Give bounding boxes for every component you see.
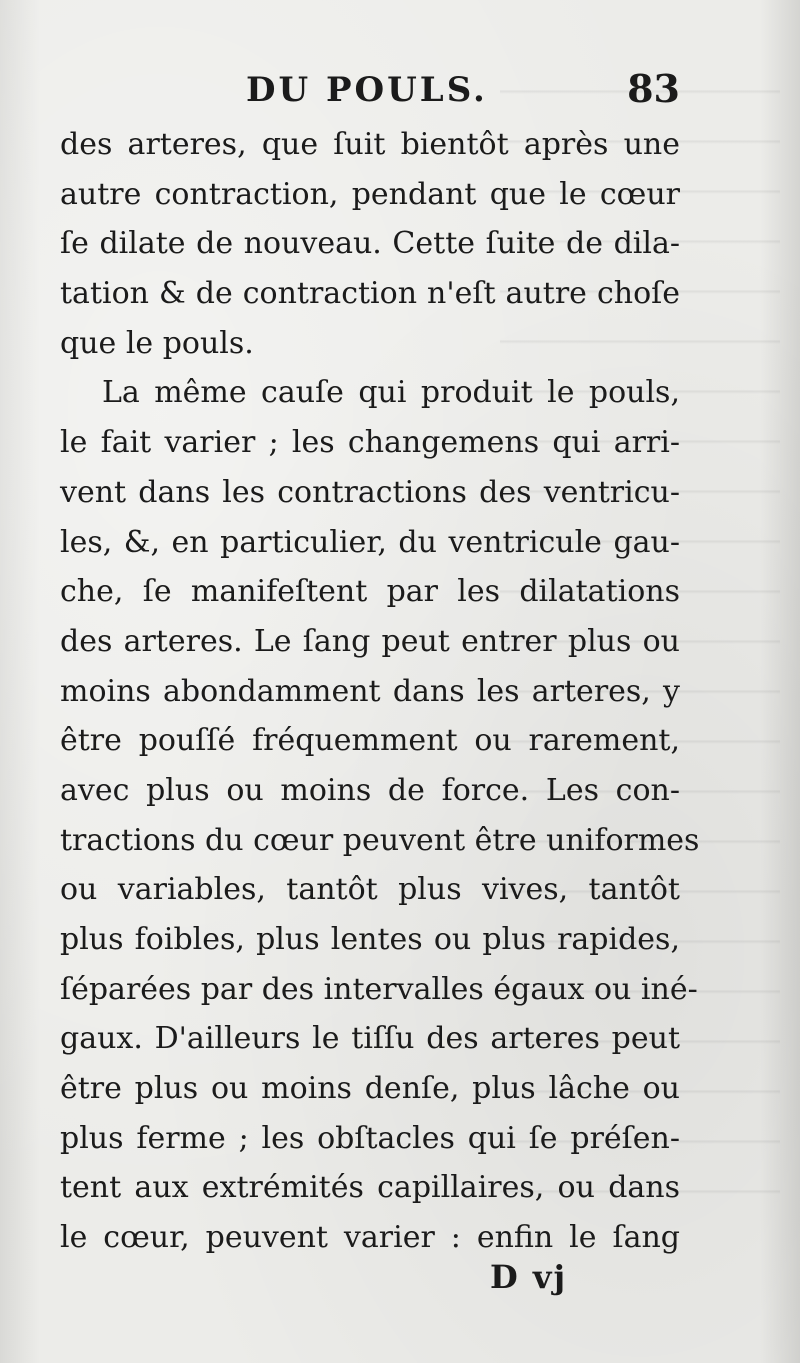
running-head: DU POULS. (246, 70, 488, 110)
page-number: 83 (627, 66, 680, 111)
text-line: des arteres, que ſuit bientôt après une (60, 127, 680, 162)
text-line: gaux. D'ailleurs le tiſſu des arteres peut (60, 1021, 680, 1057)
signature-mark: D vj (490, 1258, 568, 1296)
page-header (240, 66, 680, 118)
text-line: tation & de contraction n'eſt autre choſe (60, 276, 680, 312)
text-line: des arteres. Le ſang peut entrer plus ou (60, 623, 680, 659)
text-line: les, &, en particulier, du ventricule gau- (60, 524, 680, 560)
text-line: le fait varier ; les changemens qui arri- (60, 425, 680, 461)
text-line-paragraph-end: que le pouls. (60, 325, 254, 361)
text-line: ou variables, tantôt plus vives, tantôt (60, 872, 680, 908)
text-line: être pouſſé fréquemment ou rarement, (60, 723, 680, 759)
text-line: che, ſe manifeſtent par les dilatations (60, 574, 680, 610)
text-line: tent aux extrémités capillaires, ou dans (60, 1170, 680, 1206)
text-line: le cœur, peuvent varier : enfin le ſang (60, 1220, 680, 1256)
text-line: tractions du cœur peuvent être uniformes (60, 822, 700, 858)
text-line: ſe dilate de nouveau. Cette ſuite de dila- (60, 226, 680, 262)
body-text (60, 120, 700, 1263)
text-line: ſéparées par des intervalles égaux ou iné- (60, 971, 698, 1007)
text-line: moins abondamment dans les arteres, y (60, 673, 680, 709)
text-line: plus ferme ; les obſtacles qui ſe préſen- (60, 1120, 680, 1156)
text-line: être plus ou moins denſe, plus lâche ou (60, 1071, 680, 1107)
text-line: plus foibles, plus lentes ou plus rapides, (60, 922, 680, 957)
text-line: autre contraction, pendant que le cœur (60, 176, 680, 212)
text-line: avec plus ou moins de force. Les con- (60, 772, 680, 808)
text-line-paragraph-start: La même cauſe qui produit le pouls, (102, 375, 680, 411)
text-line: vent dans les contractions des ventricu- (60, 474, 680, 510)
